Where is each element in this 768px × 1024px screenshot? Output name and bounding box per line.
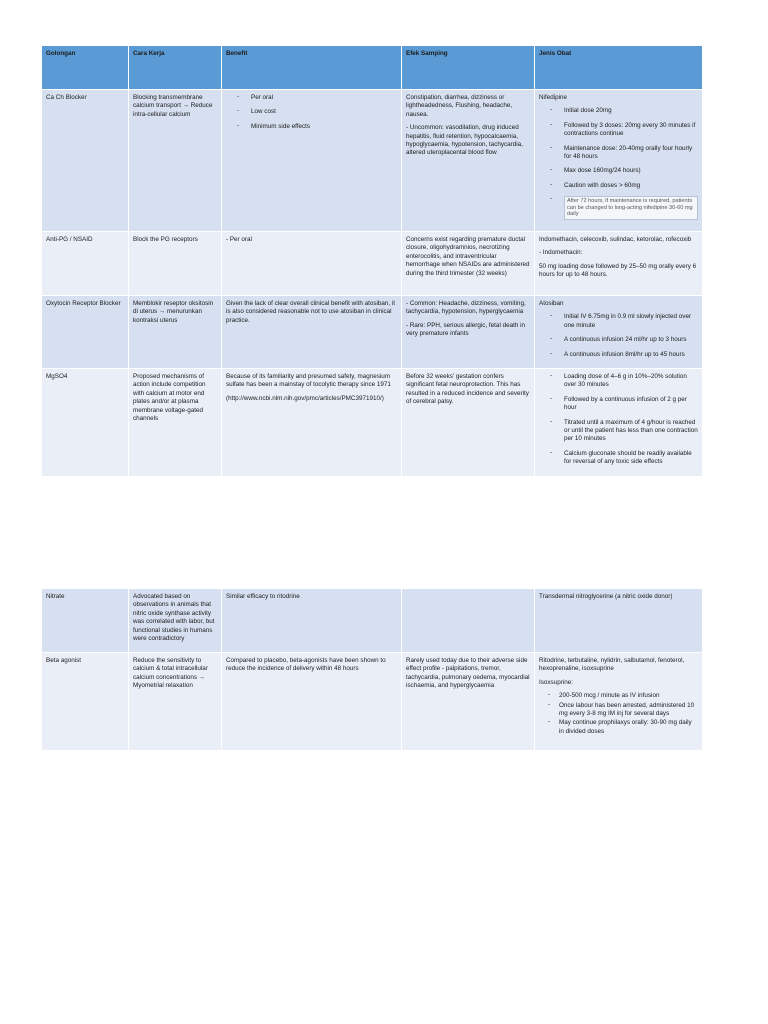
cell-cara-kerja: Blocking transmembrane calcium transport → Reduce intra-cellular calcium <box>129 90 222 232</box>
cell-efek-samping: Concerns exist regarding premature ductal closure, oligohydramnios, necrotizing enterocolitis, and intraventricular hemorrhage when NSAIDs are administered during the third trimester (32 weeks) <box>402 232 535 296</box>
cell-golongan: Nitrate <box>42 589 129 653</box>
cell-jenis-obat <box>535 296 703 369</box>
list-item: - Initial dose 20mg <box>539 107 698 115</box>
paragraph: (http://www.ncbi.nlm.nih.gov/pmc/articles/PMC3971910/) <box>226 394 384 402</box>
list-item: - Followed by 3 doses: 20mg every 30 minutes if contractions continue <box>539 122 698 139</box>
list-item: - A continuous infusion 24 ml/hr up to 3 hours <box>539 336 698 344</box>
header-row <box>42 46 703 90</box>
cell-efek-samping: Before 32 weeks' gestation confers significant fetal neuroprotection. This has resulted in a reduced incidence and severity of cerebral palsy. <box>402 369 535 477</box>
cell-cara-kerja: Proposed mechanisms of action include competition with calcium at motor end plates and/or at plasma membrane voltage-gated channels <box>129 369 222 477</box>
cell-golongan: Beta agonist <box>42 653 129 751</box>
tocolytic-table <box>42 46 703 477</box>
cell-benefit <box>222 369 402 477</box>
list-item: - Maintenance dose: 20-40mg orally four hourly for 48 hours <box>539 145 698 162</box>
paragraph: Ritodrine, terbutaline, nylidrin, salbutamol, fenoterol, hexoprenaline, isoxsuprine <box>539 657 685 673</box>
cell-efek-samping <box>402 296 535 369</box>
table-row <box>42 653 703 751</box>
table-row <box>42 589 703 653</box>
cell-benefit: Compared to placebo, beta-agonists have been shown to reduce the incidence of delivery within 48 hours <box>222 653 402 751</box>
header-benefit: Benefit <box>222 46 402 90</box>
paragraph: Because of its familiarity and presumed safety, magnesium sulfate has been a mainstay of tocolytic therapy since 1971 <box>226 373 391 389</box>
cell-jenis-obat <box>535 90 703 232</box>
cell-golongan: MgSO4 <box>42 369 129 477</box>
list-item: - Max dose 160mg/24 hours) <box>539 167 698 175</box>
list-item: - 200-500 mcg / minute as IV infusion <box>539 692 698 700</box>
paragraph: Indomethacin, celecoxib, sulindac, ketorolac, rofecoxib <box>539 236 692 243</box>
table-row <box>42 232 703 296</box>
tocolytic-table-continued <box>42 589 703 751</box>
list-item: - Low cost <box>226 108 397 116</box>
cell-golongan: Ca Ch Blocker <box>42 90 129 232</box>
cell-golongan: Anti-PG / NSAID <box>42 232 129 296</box>
cell-benefit: - Per oral <box>222 232 402 296</box>
paragraph: - Indomethacin: <box>539 249 583 257</box>
table-row <box>42 369 703 477</box>
cell-jenis-obat <box>535 232 703 296</box>
drug-title: Nifedipine <box>539 94 568 101</box>
header-efek-samping: Efek Samping <box>402 46 535 90</box>
cell-efek-samping <box>402 90 535 232</box>
list-item: - Calcium gluconate should be readily available for reversal of any toxic side effects <box>539 450 698 467</box>
header-cara-kerja: Cara Kerja <box>129 46 222 90</box>
list-item: - Per oral <box>226 94 397 102</box>
list-item: - Loading dose of 4–6 g in 10%–20% solution over 30 minutes <box>539 373 698 390</box>
list-item: - Minimum side effects <box>226 123 397 131</box>
paragraph: - Rare: PPH, serious allergic, fetal death in very premature infants <box>406 321 525 338</box>
list-item <box>539 196 698 220</box>
list-item: - Caution with doses > 60mg <box>539 182 698 190</box>
list-item: - Followed by a continuous infusion of 2 g per hour <box>539 396 698 413</box>
list-item: - Once labour has been arrested, administered 10 mg every 3-8 mg IM inj for several days <box>539 702 698 719</box>
header-jenis-obat: Jenis Obat <box>535 46 703 90</box>
cell-benefit: Similar efficacy to ritodrine <box>222 589 402 653</box>
cell-jenis-obat <box>535 369 703 477</box>
cell-efek-samping: Rarely used today due to their adverse side effect profile - palpitations, tremor, tachycardia, pulmonary oedema, myocardial ischaemia, and hyperglycaemia <box>402 653 535 751</box>
paragraph: - Common: Headache, dizziness, vomiting, tachycardia, hypotension, hyperglycaemia <box>406 300 526 316</box>
cell-benefit: Given the lack of clear overall clinical benefit with atosiban, it is also considered reasonable not to use atosiban in clinical practice. <box>222 296 402 369</box>
paragraph: Constipation, diarrhea, dizziness or lightheadedness, Flushing, headache, nausea. <box>406 94 513 118</box>
table-row <box>42 90 703 232</box>
cell-cara-kerja: Advocated based on observations in animals that nitric oxide synthase activity was correlated with labor, but functional studies in humans were contradictory <box>129 589 222 653</box>
pasted-note: After 72 hours, if maintenance is required, patients can be changed to long-acting nifedipine 30-60 mg daily <box>564 196 698 220</box>
header-golongan: Golongan <box>42 46 129 90</box>
cell-cara-kerja: Memblokir reseptor oksitosin di uterus → menurunkan kontraksi uterus <box>129 296 222 369</box>
paragraph: 50 mg loading dose followed by 25–50 mg orally every 6 hours for up to 48 hours. <box>539 262 697 279</box>
cell-jenis-obat <box>535 653 703 751</box>
paragraph: - Uncommon: vasodilation, drug induced hepatitis, fluid retention, hypocalcaemia, hypoglycaemia, hypotension, tachycardia, altered uteroplacental blood flow <box>406 124 523 157</box>
cell-efek-samping <box>402 589 535 653</box>
cell-cara-kerja: Reduce the sensitivity to calcium & total intracellular calcium concentrations → Myometrial relaxation <box>129 653 222 751</box>
drug-title: Atosiban <box>539 300 564 307</box>
list-item: - A continuous infusion 8ml/hr up to 45 hours <box>539 351 698 359</box>
cell-benefit <box>222 90 402 232</box>
list-item: - Initial IV 6.75mg in 0.9 ml slowly injected over one minute <box>539 313 698 330</box>
cell-golongan: Oxytocin Receptor Blocker <box>42 296 129 369</box>
paragraph: Isoxsuprine: <box>539 678 573 686</box>
cell-cara-kerja: Block the PG receptors <box>129 232 222 296</box>
list-item: - May continue prophilaxys orally: 30-90 mg daily in divided doses <box>539 719 698 736</box>
list-item: - Titrated until a maximum of 4 g/hour is reached or until the patient has less than one contraction per 10 minutes <box>539 419 698 444</box>
table-row <box>42 296 703 369</box>
cell-jenis-obat: Transdermal nitroglycerine (a nitric oxide donor) <box>535 589 703 653</box>
